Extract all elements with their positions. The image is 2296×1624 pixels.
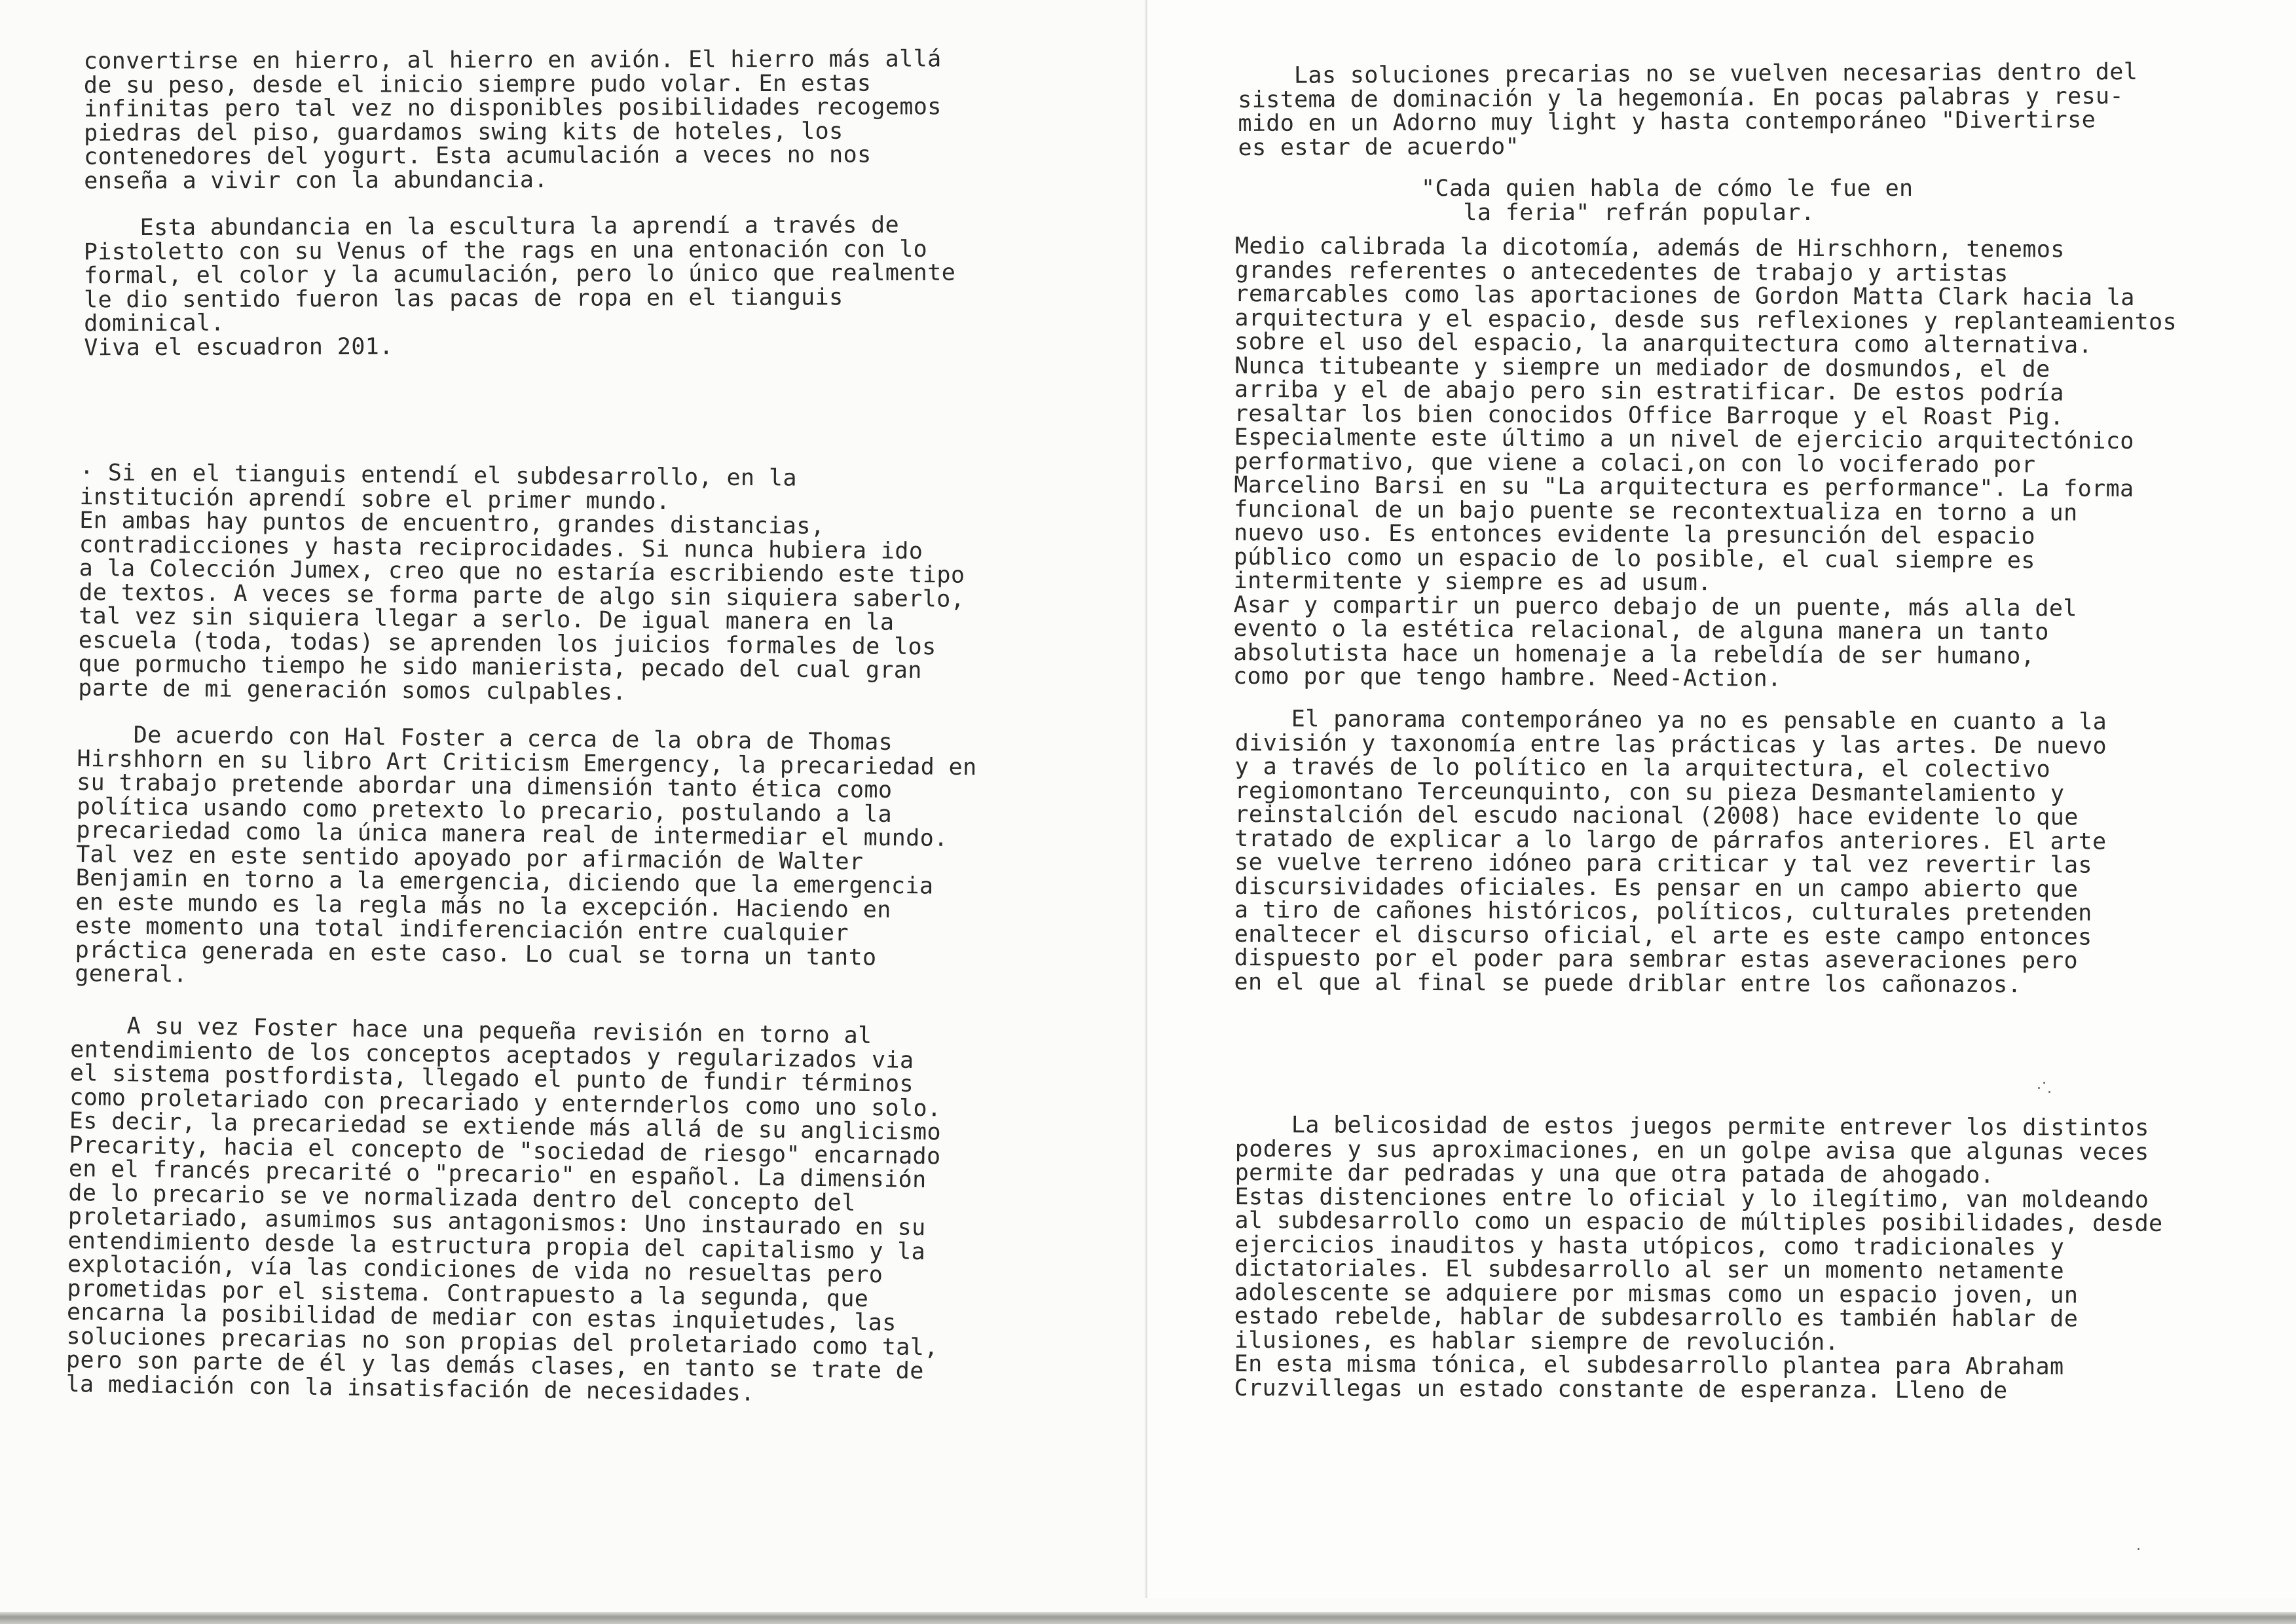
paragraph-4: La belicosidad de estos juegos permite entrever los distintos poderes y sus aproximaciones, en un golpe avisa que algunas veces permite dar pedradas y una que otra patada de ahogado. Estas distenciones entre lo oficial y lo ilegítimo, van moldeando al subdesarrollo como un espacio de múltiples posibilidades, desde ejercicios inauditos y hasta utópicos, como tradicionales y dictatoriales. El subdesarrollo al ser un momento netamente adolescente se adquiere por mismas como un espacio joven, un estado rebelde, hablar de subdesarrollo es también hablar de ilusiones, es hablar siempre de revolución. En esta misma tónica, el subdesarrollo plantea para Abraham Cruzvillegas un estado constante de esperanza. Lleno de [1234,1112,2163,1404]
paragraph-1: Las soluciones precarias no se vuelven necesarias dentro del sistema de dominación y la hegemonía. En pocas palabras y resu- mido en un Adorno muy light y hasta contemporáneo "Divertirse es estar de acuerdo" [1237,59,2138,161]
ink-speck [2138,1548,2139,1550]
paragraph-5: A su vez Foster hace una pequeña revisión en torno al entendimiento de los conceptos aceptados y regularizados via el sistema postfordista, llegado el punto de fundir términos como proletariado con precariado y enternderlos como uno solo. Es decir, la precariedad se extiende más allá de su anglicismo Precarity, hacia el concepto de "sociedad de riesgo" encarnado en el francés precarité o "precario" en español. La dimensión de lo precario se ve normalizada dentro del concepto del proletariado, asumimos sus antagonismos: Uno instaurado en su entendimiento desde la estructura propia del capitalismo y la explotación, vía las condiciones de vida no resueltas pero prometidas por el sistema. Contrapuesto a la segunda, que encarna la posibilidad de mediar con estas inquietudes, las soluciones precarias no son propias del proletariado como tal, pero son parte de él y las demás clases, en tanto se trate de la mediación con la insatisfación de necesidades. [65,1012,942,1407]
ink-speck [2038,1087,2040,1089]
paragraph-2: Medio calibrada la dicotomía, además de Hirschhorn, tenemos grandes referentes o antecedentes de trabajo y artistas remarcables como las aportaciones de Gordon Matta Clark hacia la arquitectura y el espacio, desde sus reflexiones y replanteamientos sobre el uso del espacio, la anarquitectura como alternativa. Nunca titubeante y siempre un mediador de dosmundos, el de arriba y el de abajo pero sin estratificar. De estos podría resaltar los bien conocidos Office Barroque y el Roast Pig. Especialmente este último a un nivel de ejercicio arquitectónico performativo, que viene a colaci,on con lo vociferado por Marcelino Barsi en su "La arquitectura es performance". La forma funcional de un bajo puente se recontextualiza en torno a un nuevo uso. Es entonces evidente la presunción del espacio público como un espacio de lo posible, el cual siempre es intermitente y siempre es ad usum. Asar y compartir un puerco debajo de un puente, más alla del evento o la estética relacional, de alguna manera un tanto absolutista hace un homenaje a la rebeldía de ser humano, como por que tengo hambre. Need-Action. [1232,233,2177,692]
paragraph-3: · Si en el tianguis entendí el subdesarrollo, en la institución aprendí sobre el primer mundo. En ambas hay puntos de encuentro, grandes distancias, contradicciones y hasta reciprocidades. Si nunca hubiera ido a la Colección Jumex, creo que no estaría escribiendo este tipo de textos. A veces se forma parte de algo sin siquiera saberlo, tal vez sin siquiera llegar a serlo. De igual manera en la escuela (toda, todas) se aprenden los juicios formales de los que pormucho tiempo he sido manierista, pecado del cual gran parte de mi generación somos culpables. [78,460,965,706]
paragraph-3: El panorama contemporáneo ya no es pensable en cuanto a la división y taxonomía entre las prácticas y las artes. De nuevo y a través de lo político en la arquitectura, el colectivo regiomontano Terceunquinto, con su pieza Desmantelamiento y reinstalción del escudo nacional (2008) hace evidente lo que tratado de explicar a lo largo de párrafos anteriores. El arte se vuelve terreno idóneo para criticar y tal vez revertir las discursividades oficiales. Es pensar en un campo abierto que a tiro de cañones históricos, políticos, culturales pretenden enaltecer el discurso oficial, el arte es este campo entonces dispuesto por el poder para sembrar estas aseveraciones pero en el que al final se puede driblar entre los cañonazos. [1234,706,2107,998]
left-page [0,0,1147,1598]
ink-speck [2048,1091,2050,1093]
paragraph-1: convertirse en hierro, al hierro en avión. El hierro más allá de su peso, desde el inicio siempre pudo volar. En estas infinitas pero tal vez no disponibles posibilidades recogemos piedras del piso, guardamos swing kits de hoteles, los contenedores del yogurt. Esta acumulación a veces no nos enseña a vivir con la abundancia. [83,46,942,194]
epigraph-quote: "Cada quien habla de cómo le fue en la feria" refrán popular. [1421,175,1914,226]
ink-speck [2043,1082,2045,1084]
right-page [1147,0,2296,1598]
scan-bottom-edge [0,1612,2296,1624]
paragraph-2: Esta abundancia en la escultura la aprendí a través de Pistoletto con su Venus of the rags en una entonación con lo formal, el color y la acumulación, pero lo único que realmente le dio sentido fueron las pacas de ropa en el tianguis dominical. Viva el escuadron 201. [83,212,956,361]
paragraph-4: De acuerdo con Hal Foster a cerca de la obra de Thomas Hirshhorn en su libro Art Criticism Emergency, la precariedad en su trabajo pretende abordar una dimensión tanto ética como política usando como pretexto lo precario, postulando a la precariedad como la única manera real de intermediar el mundo. Tal vez en este sentido apoyado por afirmación de Walter Benjamin en torno a la emergencia, diciendo que la emergencia en este mundo es la regla más no la excepción. Haciendo en este momento una total indiferenciación entre cualquier práctica generada en este caso. Lo cual se torna un tanto general. [75,722,977,988]
